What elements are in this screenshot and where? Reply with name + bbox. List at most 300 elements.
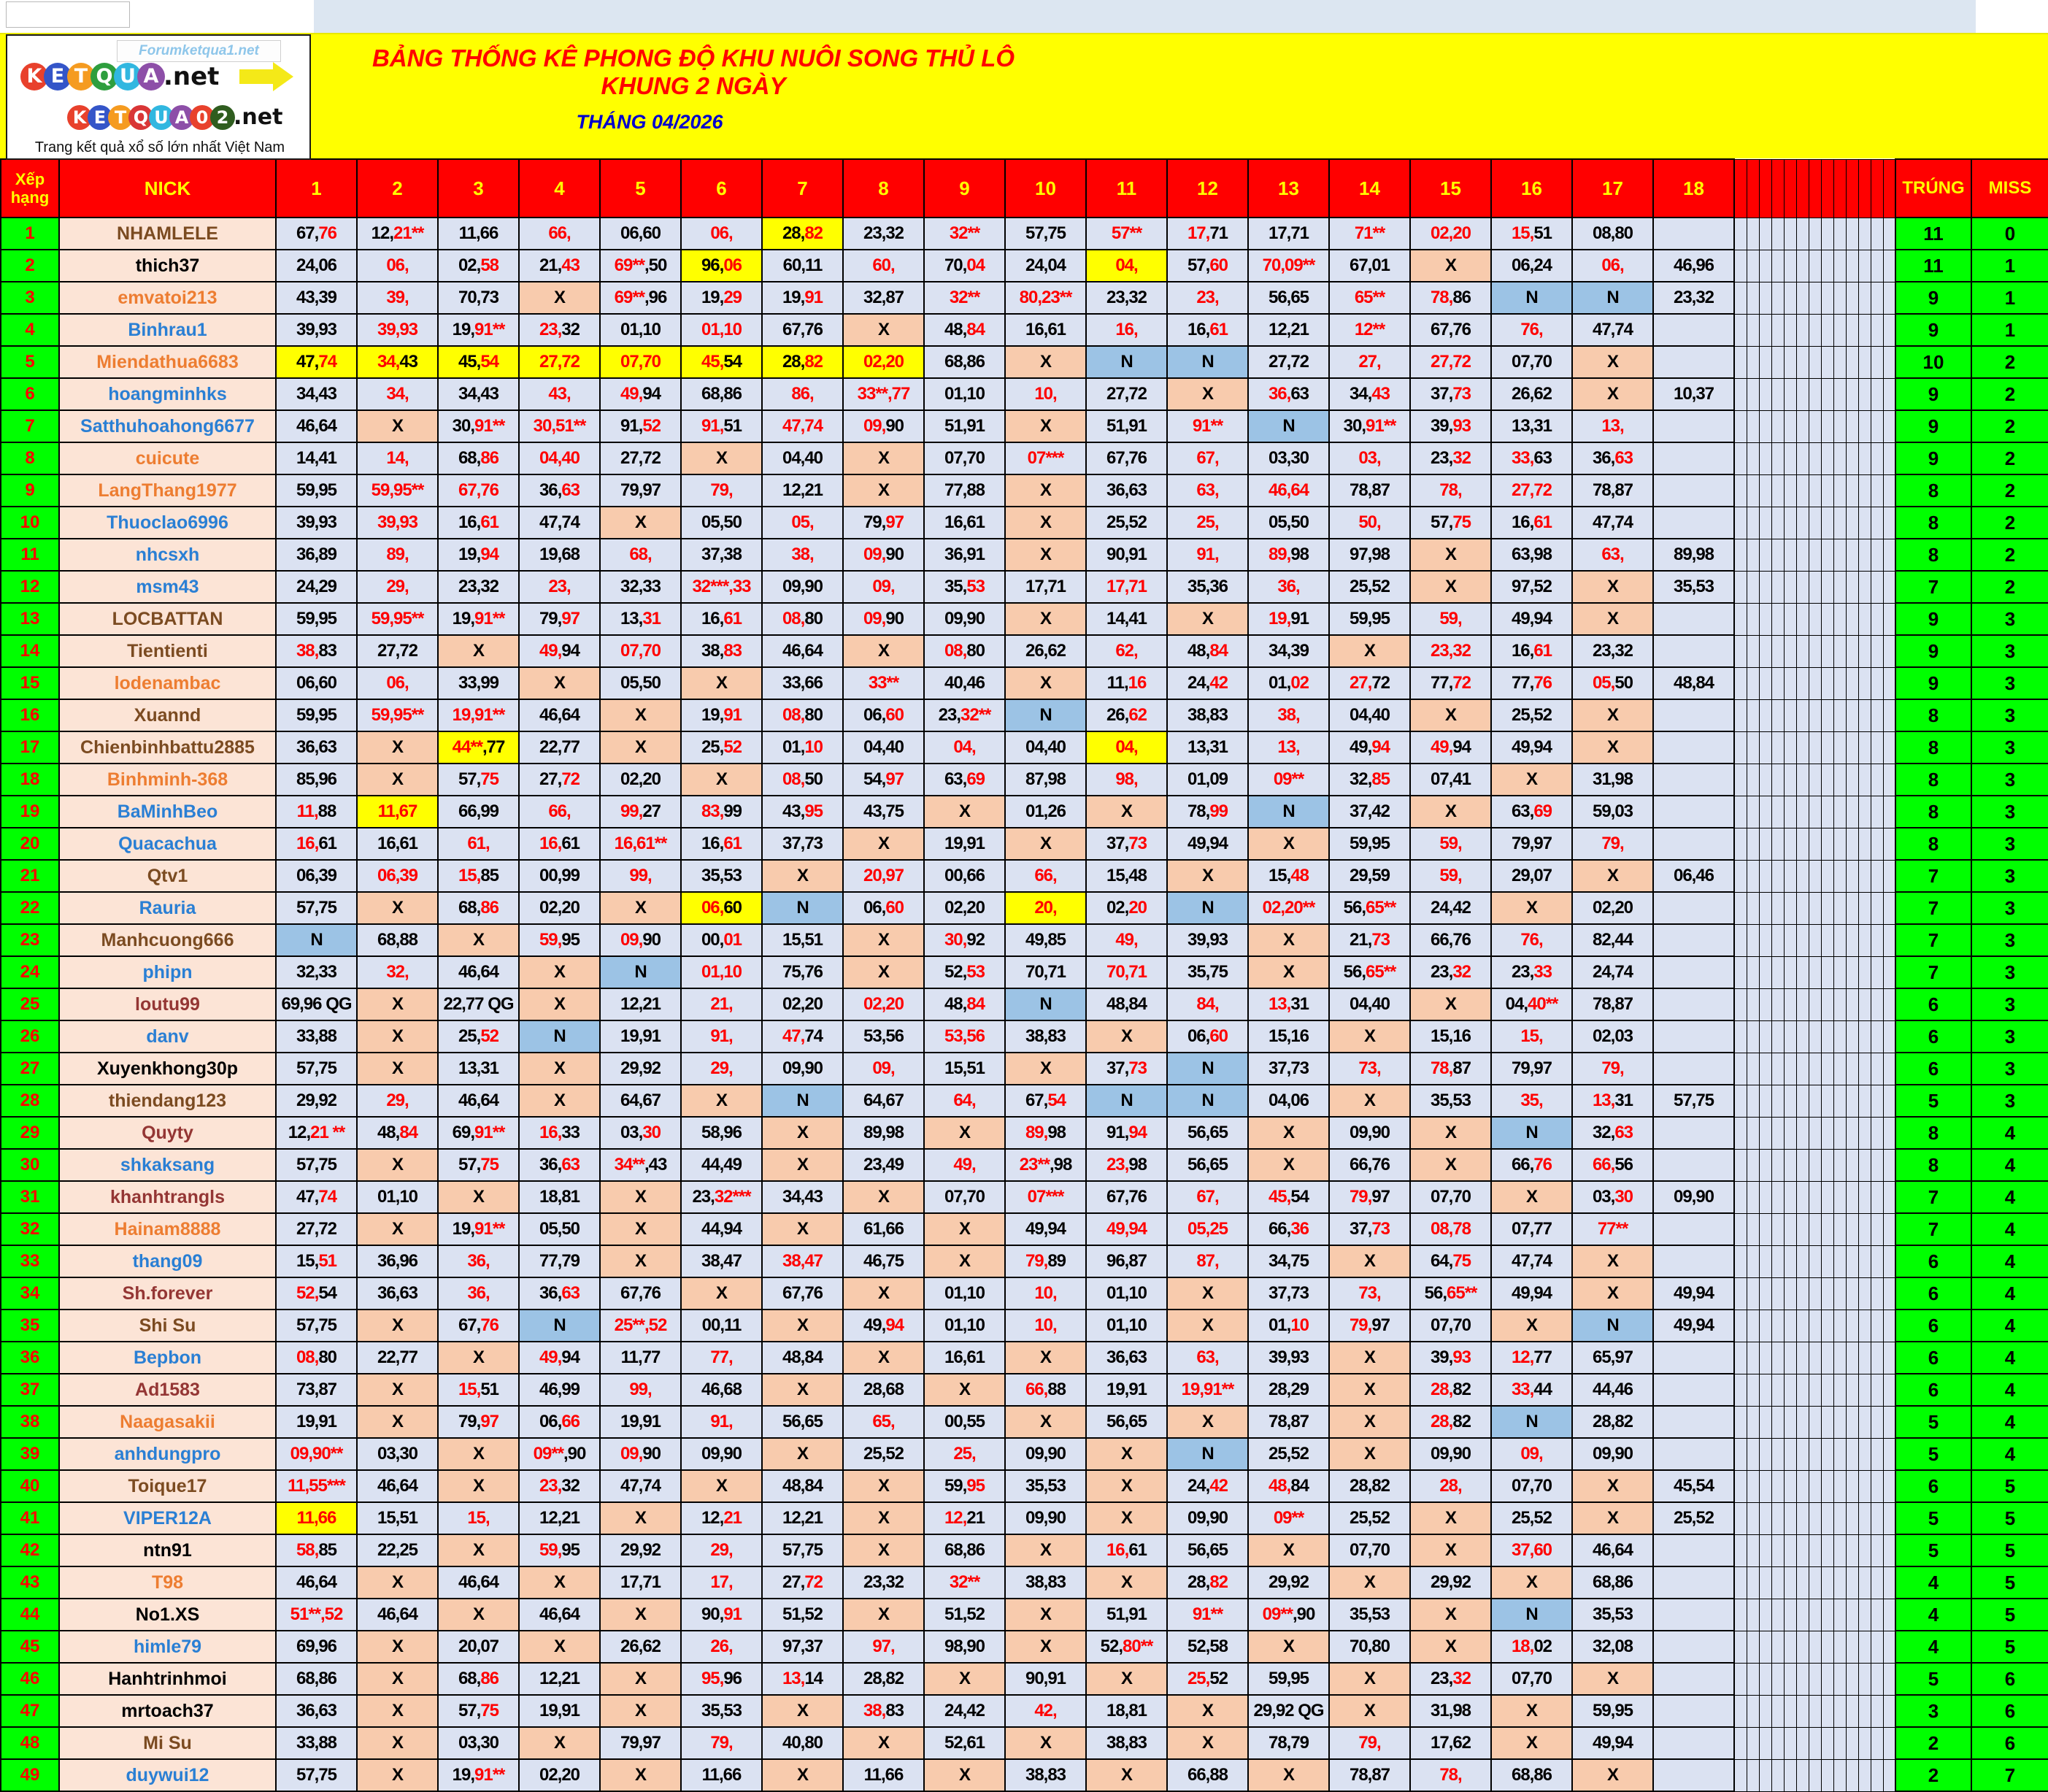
stat-cell: 34,43 — [276, 378, 357, 410]
spacer-cell — [1771, 1599, 1784, 1631]
nick-cell[interactable]: Satthuhoahong6677 — [59, 410, 276, 442]
nick-cell[interactable]: phipn — [59, 956, 276, 988]
table-row — [1, 892, 2048, 924]
table-row — [1, 1310, 2048, 1342]
stat-cell: N — [1086, 1085, 1167, 1117]
rank-cell: 40 — [1, 1470, 59, 1502]
rank-cell: 6 — [1, 378, 59, 410]
stat-cell: 16,61 — [357, 828, 438, 860]
stat-cell: 57** — [1086, 218, 1167, 250]
nick-cell[interactable]: Xuannd — [59, 699, 276, 731]
logo-box[interactable] — [6, 34, 311, 160]
stat-cell: 23,32 — [1086, 282, 1167, 314]
spacer-cell — [1784, 378, 1796, 410]
nick-cell[interactable]: Shi Su — [59, 1310, 276, 1342]
spacer-cell — [1759, 250, 1771, 282]
table-row — [1, 1181, 2048, 1213]
stat-cell: 32,33 — [600, 571, 681, 603]
spacer-cell — [1846, 1759, 1858, 1791]
stat-cell: 68,88 — [357, 924, 438, 956]
miss-count-cell: 3 — [1971, 1020, 2048, 1053]
trung-count-cell: 8 — [1895, 507, 1971, 539]
forum-link[interactable]: Forumketqua1.net — [117, 40, 281, 62]
spacer-cell — [1858, 796, 1871, 828]
spacer-cell — [1734, 764, 1747, 796]
nick-cell[interactable]: T98 — [59, 1566, 276, 1599]
stat-cell: 29, — [357, 1085, 438, 1117]
spacer-cell — [1833, 1245, 1846, 1277]
spacer-cell — [1858, 956, 1871, 988]
stat-cell: N — [1005, 699, 1086, 731]
spacer-cell — [1759, 1502, 1771, 1534]
stat-cell: 16,33 — [519, 1117, 600, 1149]
spacer-cell — [1846, 924, 1858, 956]
spacer-cell — [1883, 603, 1895, 635]
spacer-cell — [1883, 828, 1895, 860]
spacer-cell — [1759, 539, 1771, 571]
nick-cell[interactable]: lodenambac — [59, 667, 276, 699]
stat-cell: 20,07 — [438, 1631, 519, 1663]
spacer-cell — [1833, 1727, 1846, 1759]
spacer-cell — [1821, 956, 1833, 988]
stat-cell: X — [1005, 1053, 1086, 1085]
stat-cell: 15,48 — [1086, 860, 1167, 892]
stat-cell: 46,64 — [357, 1599, 438, 1631]
stat-cell: 18,81 — [1086, 1695, 1167, 1727]
table-row — [1, 699, 2048, 731]
nick-cell[interactable]: mrtoach37 — [59, 1695, 276, 1727]
table-row — [1, 1149, 2048, 1181]
logo-letter: T — [108, 105, 133, 130]
stat-cell — [1653, 1759, 1734, 1791]
spacer-cell — [1796, 571, 1809, 603]
stat-cell: X — [762, 860, 843, 892]
stat-cell: 78,87 — [1572, 474, 1653, 507]
nick-cell[interactable]: thang09 — [59, 1245, 276, 1277]
stat-cell: 97,52 — [1491, 571, 1572, 603]
spacer-cell — [1809, 603, 1821, 635]
stat-cell: 65,97 — [1572, 1342, 1653, 1374]
stat-cell: 97,37 — [762, 1631, 843, 1663]
nick-cell[interactable]: Quacachua — [59, 828, 276, 860]
stat-cell: 23,32 — [1653, 282, 1734, 314]
spacer-column-header — [1771, 159, 1784, 218]
logo-letter: E — [44, 63, 72, 91]
spacer-cell — [1883, 1502, 1895, 1534]
nick-cell[interactable]: Manhcuong666 — [59, 924, 276, 956]
stat-cell — [1653, 507, 1734, 539]
stat-cell: 25,52 — [1491, 699, 1572, 731]
spacer-cell — [1871, 1534, 1883, 1566]
spacer-cell — [1784, 1438, 1796, 1470]
stat-cell: X — [924, 1213, 1005, 1245]
stat-cell: X — [1005, 410, 1086, 442]
spacer-cell — [1846, 378, 1858, 410]
spacer-cell — [1771, 1085, 1784, 1117]
stat-cell: X — [1572, 571, 1653, 603]
stat-cell: 35,53 — [681, 860, 762, 892]
nick-cell[interactable]: Thuoclao6996 — [59, 507, 276, 539]
stat-cell: 17,71 — [600, 1566, 681, 1599]
spacer-cell — [1846, 218, 1858, 250]
nick-cell[interactable]: Bepbon — [59, 1342, 276, 1374]
nick-cell[interactable]: danv — [59, 1020, 276, 1053]
nick-cell[interactable]: BaMinhBeo — [59, 796, 276, 828]
stat-cell: 90,91 — [1086, 539, 1167, 571]
stat-cell: 68,86 — [1572, 1566, 1653, 1599]
stat-cell: 79,97 — [600, 474, 681, 507]
stat-cell: 13,31 — [1167, 731, 1248, 764]
spacer-cell — [1883, 1117, 1895, 1149]
stat-cell: 04,40 — [843, 731, 924, 764]
stat-cell: X — [843, 1534, 924, 1566]
spacer-cell — [1821, 1245, 1833, 1277]
stat-cell: X — [1248, 924, 1329, 956]
stat-cell: 91, — [681, 1406, 762, 1438]
stat-cell: X — [1572, 346, 1653, 378]
stat-cell: 38, — [762, 539, 843, 571]
stat-cell: X — [1329, 1438, 1410, 1470]
spacer-cell — [1846, 1406, 1858, 1438]
nick-cell[interactable]: LOCBATTAN — [59, 603, 276, 635]
spacer-cell — [1833, 282, 1846, 314]
stat-cell: 59, — [1410, 828, 1491, 860]
stat-cell: X — [600, 1599, 681, 1631]
rank-cell: 9 — [1, 474, 59, 507]
trung-count-cell: 7 — [1895, 860, 1971, 892]
spacer-cell — [1821, 1502, 1833, 1534]
nick-cell[interactable]: VIPER12A — [59, 1502, 276, 1534]
stat-cell: 01,10 — [681, 956, 762, 988]
nick-cell[interactable]: Naagasakii — [59, 1406, 276, 1438]
stat-cell: X — [843, 1181, 924, 1213]
spacer-cell — [1747, 1502, 1759, 1534]
spacer-cell — [1784, 1759, 1796, 1791]
spacer-cell — [1858, 1181, 1871, 1213]
spacer-cell — [1809, 1502, 1821, 1534]
stat-cell: 34,43 — [1329, 378, 1410, 410]
stat-cell — [1653, 1631, 1734, 1663]
nick-cell[interactable]: nhcsxh — [59, 539, 276, 571]
stat-cell: 59,95 — [276, 474, 357, 507]
stat-cell — [1653, 1374, 1734, 1406]
spacer-cell — [1846, 571, 1858, 603]
spacer-cell — [1771, 1566, 1784, 1599]
spacer-cell — [1821, 1053, 1833, 1085]
spacer-cell — [1821, 442, 1833, 474]
stat-cell: 49,94 — [519, 1342, 600, 1374]
nick-cell[interactable]: thich37 — [59, 250, 276, 282]
spacer-cell — [1858, 1534, 1871, 1566]
stat-cell: X — [843, 635, 924, 667]
stat-cell: 30,92 — [924, 924, 1005, 956]
stat-cell: 67, — [1167, 1181, 1248, 1213]
spacer-cell — [1871, 1085, 1883, 1117]
stat-cell: 37,73 — [1410, 378, 1491, 410]
stat-cell: 17,71 — [1005, 571, 1086, 603]
stat-cell: 85,96 — [276, 764, 357, 796]
ketqua-logo[interactable] — [20, 62, 293, 99]
stat-cell: 19,91 — [762, 282, 843, 314]
nick-cell[interactable]: loutu99 — [59, 988, 276, 1020]
spacer-cell — [1759, 1085, 1771, 1117]
nick-cell[interactable]: msm43 — [59, 571, 276, 603]
table-row — [1, 1117, 2048, 1149]
spacer-cell — [1784, 1342, 1796, 1374]
stat-cell: 37,73 — [1086, 828, 1167, 860]
nick-cell[interactable]: hoangminhks — [59, 378, 276, 410]
stat-cell: 67,76 — [438, 1310, 519, 1342]
spacer-cell — [1809, 1117, 1821, 1149]
stat-cell: 37,73 — [1248, 1053, 1329, 1085]
stat-cell: 09,90 — [1653, 1181, 1734, 1213]
nick-cell[interactable]: Chienbinhbattu2885 — [59, 731, 276, 764]
spacer-cell — [1784, 571, 1796, 603]
nick-cell[interactable]: thiendang123 — [59, 1085, 276, 1117]
stat-cell: 44**,77 — [438, 731, 519, 764]
stat-cell: 47,74 — [600, 1470, 681, 1502]
stat-cell: 64,67 — [600, 1085, 681, 1117]
nick-cell[interactable]: LangThang1977 — [59, 474, 276, 507]
nick-cell[interactable]: No1.XS — [59, 1599, 276, 1631]
nick-cell[interactable]: Hanhtrinhmoi — [59, 1663, 276, 1695]
stat-cell: 67,76 — [1086, 442, 1167, 474]
spacer-cell — [1759, 378, 1771, 410]
nick-cell[interactable]: Binhminh-368 — [59, 764, 276, 796]
miss-count-cell: 3 — [1971, 956, 2048, 988]
spacer-cell — [1846, 1566, 1858, 1599]
stat-cell: 25,52 — [1491, 1502, 1572, 1534]
stat-cell: N — [1086, 346, 1167, 378]
spacer-cell — [1846, 1213, 1858, 1245]
spacer-cell — [1809, 892, 1821, 924]
stat-cell: X — [681, 764, 762, 796]
stat-cell: 26,62 — [1005, 635, 1086, 667]
stat-cell — [1653, 1149, 1734, 1181]
stat-cell: 47,74 — [762, 410, 843, 442]
stat-cell: 13,31 — [1491, 410, 1572, 442]
spacer-cell — [1883, 1534, 1895, 1566]
spacer-cell — [1821, 1759, 1833, 1791]
stat-cell: 45,54 — [1248, 1181, 1329, 1213]
nick-cell[interactable]: Mi Su — [59, 1727, 276, 1759]
stat-cell: X — [1491, 764, 1572, 796]
stat-cell: 63, — [1167, 1342, 1248, 1374]
stat-cell: 65, — [843, 1406, 924, 1438]
stat-cell: X — [438, 924, 519, 956]
spacer-cell — [1833, 1502, 1846, 1534]
spacer-cell — [1883, 346, 1895, 378]
stat-cell: 53,56 — [843, 1020, 924, 1053]
stat-cell: 70,71 — [1086, 956, 1167, 988]
spacer-cell — [1759, 410, 1771, 442]
nick-cell[interactable]: Ad1583 — [59, 1374, 276, 1406]
stat-cell: 23,32** — [924, 699, 1005, 731]
stat-cell: 29,92 — [1248, 1566, 1329, 1599]
spacer-cell — [1734, 1277, 1747, 1310]
stat-cell: 86, — [762, 378, 843, 410]
spacer-cell — [1771, 571, 1784, 603]
stat-cell: 49,94 — [1410, 731, 1491, 764]
stat-cell: 47,74 — [1491, 1245, 1572, 1277]
nick-cell[interactable]: ntn91 — [59, 1534, 276, 1566]
stat-cell: 57,75 — [438, 764, 519, 796]
ketqua02-logo[interactable] — [67, 104, 282, 138]
stat-cell: 36,63 — [276, 1695, 357, 1727]
stat-cell: 15,16 — [1410, 1020, 1491, 1053]
nick-cell[interactable]: NHAMLELE — [59, 218, 276, 250]
rank-cell: 12 — [1, 571, 59, 603]
stat-cell: 19,91 — [1086, 1374, 1167, 1406]
nick-cell[interactable]: anhdungpro — [59, 1438, 276, 1470]
nick-cell[interactable]: Binhrau1 — [59, 314, 276, 346]
stat-cell — [1653, 603, 1734, 635]
nick-cell[interactable]: Qtv1 — [59, 860, 276, 892]
spacer-cell — [1747, 1438, 1759, 1470]
stat-cell: X — [1005, 346, 1086, 378]
stat-cell: 68,86 — [438, 892, 519, 924]
table-row — [1, 1438, 2048, 1470]
spacer-cell — [1747, 442, 1759, 474]
spacer-cell — [1771, 1470, 1784, 1502]
spacer-cell — [1883, 1695, 1895, 1727]
spacer-cell — [1784, 667, 1796, 699]
nick-cell[interactable]: Miendathua6683 — [59, 346, 276, 378]
stat-cell: N — [1167, 346, 1248, 378]
spacer-cell — [1846, 507, 1858, 539]
stat-cell: 19,91** — [438, 1213, 519, 1245]
stat-cell: 46,64 — [519, 1599, 600, 1631]
spacer-cell — [1858, 1277, 1871, 1310]
miss-count-cell: 3 — [1971, 603, 2048, 635]
stat-cell: X — [1410, 571, 1491, 603]
stat-cell: 69**,50 — [600, 250, 681, 282]
stat-cell: 89,98 — [1005, 1117, 1086, 1149]
stat-cell: 28,82 — [1572, 1406, 1653, 1438]
spacer-cell — [1771, 378, 1784, 410]
day-column-header: 7 — [762, 159, 843, 218]
spacer-cell — [1796, 314, 1809, 346]
spacer-column-header — [1747, 159, 1759, 218]
spacer-cell — [1833, 667, 1846, 699]
stat-cell: 66, — [519, 218, 600, 250]
trung-count-cell: 11 — [1895, 250, 1971, 282]
stat-cell: 31,98 — [1410, 1695, 1491, 1727]
stat-cell: 46,64 — [357, 1470, 438, 1502]
stat-cell: 90,91 — [681, 1599, 762, 1631]
stat-cell: 64,67 — [843, 1085, 924, 1117]
day-column-header: 6 — [681, 159, 762, 218]
spacer-cell — [1871, 1695, 1883, 1727]
stat-cell: X — [843, 924, 924, 956]
nick-cell[interactable]: Tientienti — [59, 635, 276, 667]
spacer-cell — [1759, 1406, 1771, 1438]
spacer-cell — [1833, 603, 1846, 635]
spacer-cell — [1871, 699, 1883, 731]
spacer-cell — [1871, 571, 1883, 603]
trung-count-cell: 9 — [1895, 410, 1971, 442]
spacer-cell — [1846, 442, 1858, 474]
spacer-cell — [1771, 346, 1784, 378]
stat-cell: 44,49 — [681, 1149, 762, 1181]
stat-cell: X — [1005, 1599, 1086, 1631]
stat-cell: X — [1410, 988, 1491, 1020]
spacer-cell — [1846, 988, 1858, 1020]
nick-cell[interactable]: emvatoi213 — [59, 282, 276, 314]
stat-cell: 79,97 — [843, 507, 924, 539]
spacer-cell — [1809, 667, 1821, 699]
spacer-cell — [1809, 1438, 1821, 1470]
miss-count-cell: 4 — [1971, 1342, 2048, 1374]
spacer-cell — [1734, 378, 1747, 410]
miss-count-cell: 1 — [1971, 282, 2048, 314]
spacer-cell — [1883, 699, 1895, 731]
day-column-header: 14 — [1329, 159, 1410, 218]
rank-cell: 46 — [1, 1663, 59, 1695]
spacer-cell — [1771, 1277, 1784, 1310]
stat-cell: 48,84 — [1167, 635, 1248, 667]
stat-cell: 96,06 — [681, 250, 762, 282]
stat-cell: 13,31 — [600, 603, 681, 635]
day-column-header: 5 — [600, 159, 681, 218]
table-row — [1, 474, 2048, 507]
stat-cell: 02,20** — [1248, 892, 1329, 924]
stat-cell: 62, — [1086, 635, 1167, 667]
spacer-cell — [1759, 1534, 1771, 1566]
spacer-cell — [1809, 796, 1821, 828]
nick-cell[interactable]: Rauria — [59, 892, 276, 924]
nick-cell[interactable]: Quyty — [59, 1117, 276, 1149]
stat-cell: 19,29 — [681, 282, 762, 314]
nick-cell[interactable]: Sh.forever — [59, 1277, 276, 1310]
stat-cell — [1653, 699, 1734, 731]
trung-count-cell: 6 — [1895, 1342, 1971, 1374]
stat-cell: X — [1086, 1502, 1167, 1534]
nick-cell[interactable]: himle79 — [59, 1631, 276, 1663]
stat-cell: X — [1005, 1727, 1086, 1759]
spacer-cell — [1796, 1310, 1809, 1342]
spacer-cell — [1759, 667, 1771, 699]
spacer-cell — [1747, 1727, 1759, 1759]
nick-cell[interactable]: duywui12 — [59, 1759, 276, 1791]
spacer-cell — [1871, 474, 1883, 507]
stat-cell: 32,63 — [1572, 1117, 1653, 1149]
stat-cell: 79,89 — [1005, 1245, 1086, 1277]
stat-cell: 66,88 — [1005, 1374, 1086, 1406]
spacer-cell — [1771, 667, 1784, 699]
spacer-cell — [1821, 1438, 1833, 1470]
spacer-cell — [1833, 699, 1846, 731]
spacer-cell — [1809, 1085, 1821, 1117]
spacer-cell — [1833, 1695, 1846, 1727]
stat-cell: 12,21 — [762, 1502, 843, 1534]
nick-cell[interactable]: Toique17 — [59, 1470, 276, 1502]
stat-cell: 43,75 — [843, 796, 924, 828]
stat-cell: 66,76 — [1329, 1149, 1410, 1181]
miss-column-header: MISS — [1971, 159, 2048, 218]
stat-cell: 63,69 — [924, 764, 1005, 796]
nick-cell[interactable]: shkaksang — [59, 1149, 276, 1181]
nick-cell[interactable]: Hainam8888 — [59, 1213, 276, 1245]
nick-cell[interactable]: Xuyenkhong30p — [59, 1053, 276, 1085]
spacer-cell — [1809, 539, 1821, 571]
stat-cell: 63,98 — [1491, 539, 1572, 571]
spacer-cell — [1796, 442, 1809, 474]
nick-cell[interactable]: cuicute — [59, 442, 276, 474]
stat-cell: X — [1572, 603, 1653, 635]
spacer-cell — [1809, 1310, 1821, 1342]
nick-cell[interactable]: khanhtrangls — [59, 1181, 276, 1213]
